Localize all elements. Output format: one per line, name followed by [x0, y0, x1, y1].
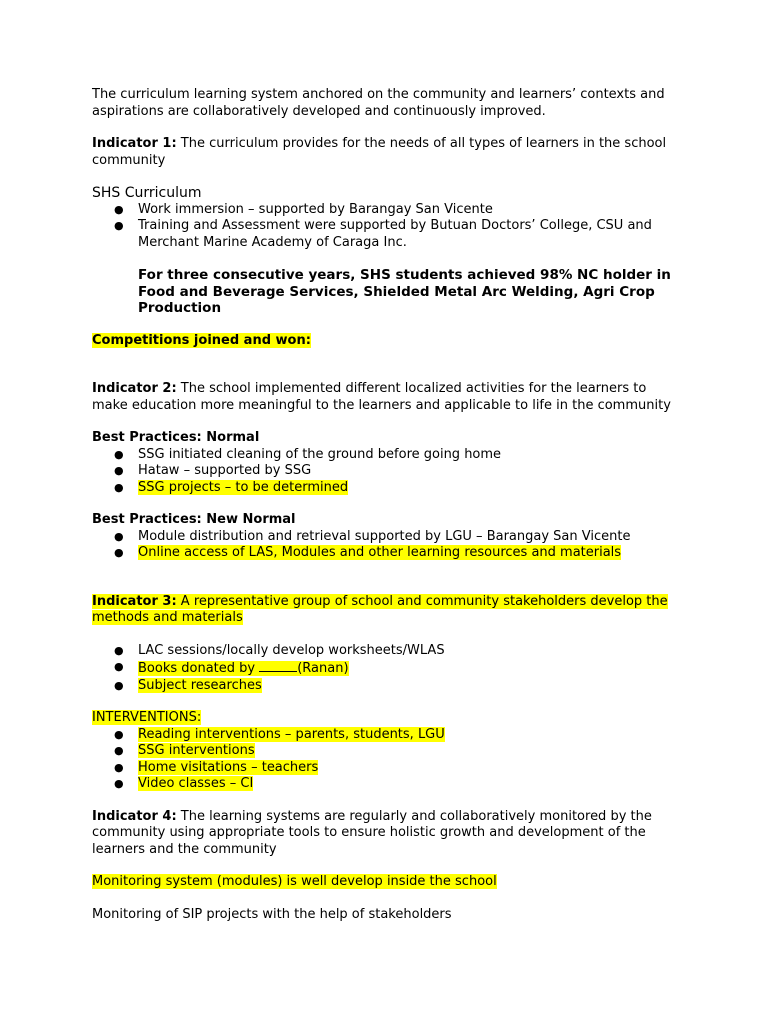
bullet-icon: ● — [114, 744, 124, 757]
list-item: ● Reading interventions – parents, students, LGU — [114, 726, 445, 742]
bullet-icon: ● — [114, 529, 124, 543]
best-practices-normal-heading: Best Practices: Normal — [92, 430, 260, 445]
blank-line — [259, 659, 297, 672]
monitoring-system-line: Monitoring system (modules) is well develop inside the school — [92, 874, 497, 889]
indicator-1-label: Indicator 1: — [92, 136, 177, 151]
list-item: ● SSG initiated cleaning of the ground before going home — [114, 446, 502, 462]
bullet-icon: ● — [114, 464, 124, 477]
indicator-2-text: The school implemented different localized activities for the learners to make education more meaningful to the learners and applicable to life in the community — [92, 381, 671, 413]
bullet-icon: ● — [114, 480, 124, 494]
indicator-3-paragraph — [92, 594, 672, 627]
list-item: ● Books donated by (Ranan) — [114, 660, 349, 676]
list-item: ● Subject researches — [114, 677, 262, 693]
bullet-icon: ● — [114, 447, 124, 461]
list-item: ● Training and Assessment were supported by Butuan Doctors’ College, CSU and Merchant Marine Academy of Caraga Inc. — [114, 218, 652, 250]
bullet-icon: ● — [114, 777, 124, 790]
indicator-2-label: Indicator 2: — [92, 381, 177, 396]
bullet-icon: ● — [114, 643, 124, 657]
intro-paragraph: The curriculum learning system anchored on the community and learners’ contexts and aspirations are collaboratively developed and continuously improved. — [92, 87, 665, 119]
shs-list — [92, 202, 672, 252]
indicator-1-text: The curriculum provides for the needs of all types of learners in the school community — [92, 136, 667, 168]
interventions-list — [92, 727, 672, 793]
list-item: ● Hataw – supported by SSG — [114, 463, 312, 478]
list-item: ● LAC sessions/locally develop worksheets/WLAS — [114, 642, 445, 658]
indicator-3-label: Indicator 3: — [92, 593, 177, 609]
list-item: ● Online access of LAS, Modules and other learning resources and materials — [114, 545, 622, 560]
list-item: ● Work immersion – supported by Barangay San Vicente — [114, 201, 493, 217]
indicator-3-text: A representative group of school and community stakeholders develop the methods and materials — [92, 593, 668, 625]
list-item: ● Video classes – CI — [114, 776, 254, 791]
list-item: ● SSG interventions — [114, 743, 255, 758]
indicator-4-text: The learning systems are regularly and collaboratively monitored by the community using appropriate tools to ensure holistic growth and development of the learners and the community — [92, 808, 652, 857]
bullet-icon: ● — [114, 760, 124, 774]
best-practices-new-normal-heading: Best Practices: New Normal — [92, 512, 296, 527]
bullet-icon: ● — [114, 546, 124, 559]
bullet-icon: ● — [114, 727, 124, 741]
shs-curriculum-heading: SHS Curriculum — [92, 185, 202, 201]
best-practices-new-normal-list — [92, 529, 672, 562]
competitions-heading: Competitions joined and won: — [92, 332, 311, 348]
interventions-heading: INTERVENTIONS: — [92, 710, 202, 725]
indicator-4-label: Indicator 4: — [92, 808, 177, 824]
best-practices-normal-list — [92, 447, 672, 497]
bullet-icon: ● — [114, 678, 124, 692]
list-item: ● Module distribution and retrieval supported by LGU – Barangay San Vicente — [114, 528, 631, 544]
list-item: ● SSG projects – to be determined — [114, 479, 349, 495]
indicator-1-paragraph — [92, 136, 672, 169]
shs-achievement: For three consecutive years, SHS students achieved 98% NC holder in Food and Beverage Services, Shielded Metal Arc Welding, Agri Crop Production — [138, 267, 671, 316]
list-item: ● Home visitations – teachers — [114, 759, 319, 775]
indicator-2-paragraph — [92, 381, 672, 414]
indicator-3-list — [92, 643, 672, 695]
indicator-4-paragraph — [92, 809, 672, 859]
document-body — [92, 87, 672, 923]
bullet-icon: ● — [114, 219, 124, 232]
bullet-icon: ● — [114, 660, 124, 673]
monitoring-sip-line: Monitoring of SIP projects with the help of stakeholders — [92, 906, 452, 922]
bullet-icon: ● — [114, 202, 124, 216]
